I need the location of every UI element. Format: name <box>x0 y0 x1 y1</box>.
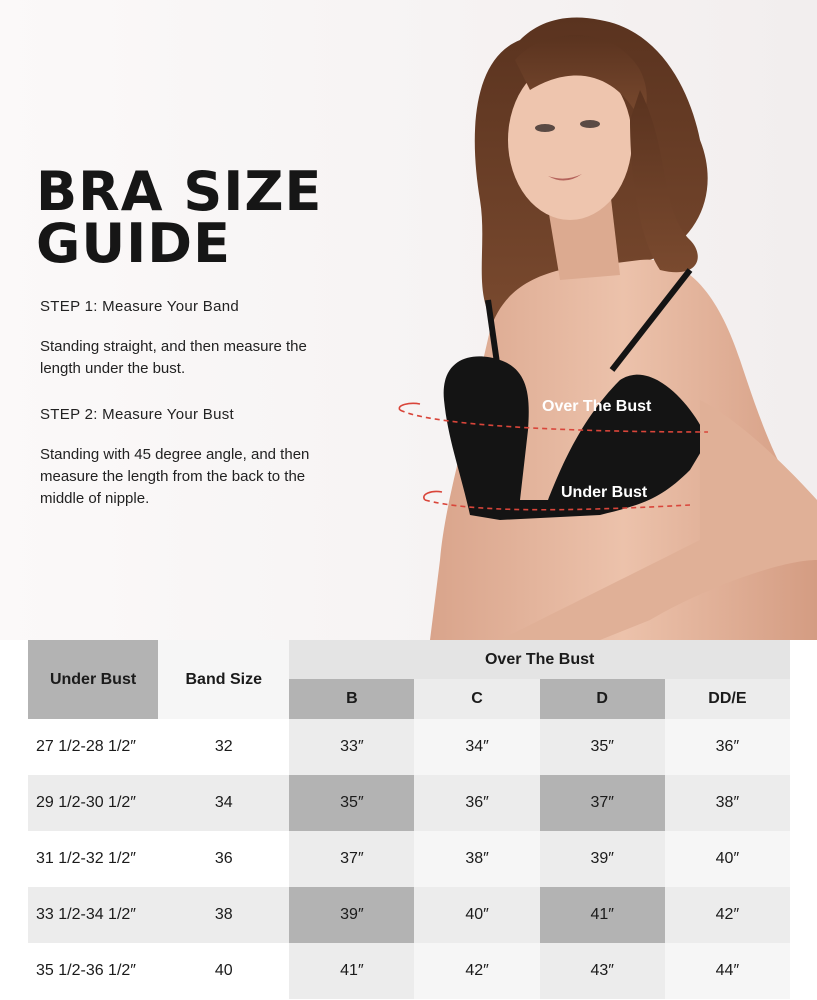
cup-b-cell: 33″ <box>289 719 414 775</box>
page-title: BRA SIZE GUIDE <box>36 160 323 275</box>
cup-d-cell: 35″ <box>540 719 665 775</box>
header-cup-b: B <box>289 679 414 719</box>
header-under-bust: Under Bust <box>28 640 158 719</box>
under-bust-cell: 29 1/2-30 1/2″ <box>28 775 158 831</box>
step1-text: Standing straight, and then measure the length under the bust. <box>40 338 307 377</box>
table-row <box>28 719 790 775</box>
cup-dde-cell: 38″ <box>665 775 790 831</box>
band-size-cell: 38 <box>158 887 289 943</box>
cup-c-cell: 40″ <box>414 887 539 943</box>
cup-dde-cell: 36″ <box>665 719 790 775</box>
band-size-cell: 32 <box>158 719 289 775</box>
header-cup-dde: DD/E <box>665 679 790 719</box>
cup-c-cell: 36″ <box>414 775 539 831</box>
cup-c-cell: 38″ <box>414 831 539 887</box>
cup-b-cell: 37″ <box>289 831 414 887</box>
header-cup-c: C <box>414 679 539 719</box>
cup-dde-cell: 40″ <box>665 831 790 887</box>
under-bust-cell: 33 1/2-34 1/2″ <box>28 887 158 943</box>
under-bust-cell: 31 1/2-32 1/2″ <box>28 831 158 887</box>
cup-b-cell: 41″ <box>289 943 414 999</box>
under-bust-cell: 35 1/2-36 1/2″ <box>28 943 158 999</box>
cup-b-cell: 39″ <box>289 887 414 943</box>
cup-dde-cell: 42″ <box>665 887 790 943</box>
cup-d-cell: 41″ <box>540 887 665 943</box>
table-row <box>28 831 790 887</box>
band-size-cell: 34 <box>158 775 289 831</box>
step2-text: Standing with 45 degree angle, and then measure the length from the back to the middle of nipple. <box>40 446 310 507</box>
under-bust-cell: 27 1/2-28 1/2″ <box>28 719 158 775</box>
cup-dde-cell: 44″ <box>665 943 790 999</box>
band-size-cell: 40 <box>158 943 289 999</box>
cup-d-cell: 39″ <box>540 831 665 887</box>
step2-heading: STEP 2: Measure Your Bust <box>40 406 234 423</box>
cup-d-cell: 37″ <box>540 775 665 831</box>
size-chart-table <box>28 640 790 999</box>
band-size-cell: 36 <box>158 831 289 887</box>
table-row <box>28 775 790 831</box>
table-row <box>28 887 790 943</box>
cup-b-cell: 35″ <box>289 775 414 831</box>
over-bust-label: Over The Bust <box>542 398 652 415</box>
cup-c-cell: 42″ <box>414 943 539 999</box>
table-row <box>28 943 790 999</box>
step1-heading: STEP 1: Measure Your Band <box>40 298 240 315</box>
cup-d-cell: 43″ <box>540 943 665 999</box>
under-bust-label: Under Bust <box>561 484 648 501</box>
header-cup-d: D <box>540 679 665 719</box>
header-over-bust: Over The Bust <box>289 640 790 679</box>
header-band-size: Band Size <box>158 640 289 719</box>
cup-c-cell: 34″ <box>414 719 539 775</box>
